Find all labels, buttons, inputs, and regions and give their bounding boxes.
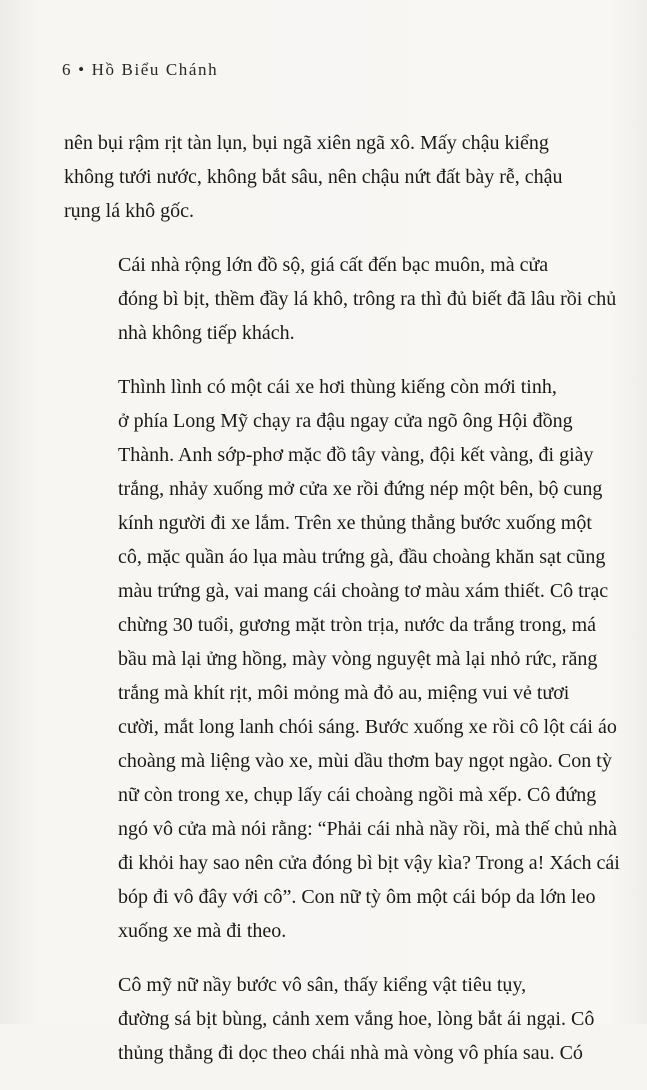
text-line: choàng mà liệng vào xe, mùi dầu thơm bay ngọt ngào. Con tỳ (118, 750, 612, 772)
text-line: đường sá bịt bùng, cảnh xem vắng hoe, lòng bắt ái ngại. Cô (118, 1008, 595, 1030)
running-head (62, 60, 218, 80)
text-line: cô, mặc quần áo lụa màu trứng gà, đầu choàng khăn sạt cũng (118, 546, 606, 568)
body-text (64, 126, 620, 1090)
paragraph (64, 370, 620, 948)
text-line: trắng, nhảy xuống mở cửa xe rồi đứng nép một bên, bộ cung (118, 478, 603, 500)
text-line: nữ còn trong xe, chụp lấy cái choàng ngồi mà xếp. Cô đứng (118, 784, 597, 806)
text-line: cười, mắt long lanh chói sáng. Bước xuống xe rồi cô lột cái áo (118, 716, 617, 738)
text-line: đi khỏi hay sao nên cửa đóng bì bịt vậy kìa? Trong a! Xách cái (118, 852, 620, 874)
separator-bullet: • (78, 60, 86, 79)
page-number: 6 (62, 60, 73, 79)
text-line: màu trứng gà, vai mang cái choàng tơ màu xám thiết. Cô trạc (118, 580, 609, 602)
text-line: nhà không tiếp khách. (118, 322, 295, 344)
text-line: trắng mà khít rịt, môi mỏng mà đỏ au, miệng vui vẻ tươi (118, 682, 570, 704)
text-line: ở phía Long Mỹ chạy ra đậu ngay cửa ngõ ông Hội đồng (118, 410, 573, 432)
text-line: Cô mỹ nữ nầy bước vô sân, thấy kiểng vật tiêu tụy, (118, 974, 527, 996)
text-line: xuống xe mà đi theo. (118, 920, 287, 942)
text-line: rụng lá khô gốc. (64, 200, 194, 222)
text-line: đóng bì bịt, thềm đầy lá khô, trông ra thì đủ biết đã lâu rồi chủ (118, 288, 617, 310)
text-line: Thành. Anh sớp-phơ mặc đồ tây vàng, đội kết vàng, đi giày (118, 444, 594, 466)
text-line: chừng 30 tuổi, gương mặt tròn trịa, nước da trắng trong, má (118, 614, 597, 636)
author-name: Hồ Biểu Chánh (91, 60, 219, 79)
text-line: kính người đi xe lắm. Trên xe thủng thẳng bước xuống một (118, 512, 592, 534)
text-line: Cái nhà rộng lớn đồ sộ, giá cất đến bạc muôn, mà cửa (118, 254, 549, 276)
paragraph (64, 126, 604, 228)
text-line: thủng thẳng đi dọc theo chái nhà mà vòng vô phía sau. Có (118, 1042, 583, 1064)
text-line: không tưới nước, không bắt sâu, nên chậu nứt đất bày rễ, chậu (64, 166, 563, 188)
paragraph (64, 248, 617, 350)
text-line: ngó vô cửa mà nói rằng: “Phải cái nhà nầy rồi, mà thế chủ nhà (118, 818, 618, 840)
text-line: bóp đi vô đây với cô”. Con nữ tỳ ôm một cái bóp da lớn leo (118, 886, 596, 908)
text-line: bầu mà lại ửng hồng, mày vòng nguyệt mà lại nhỏ rức, răng (118, 648, 598, 670)
text-line: nên bụi rậm rịt tàn lụn, bụi ngã xiên ngã xô. Mấy chậu kiểng (64, 132, 549, 154)
text-line: Thình lình có một cái xe hơi thùng kiếng còn mới tinh, (118, 376, 557, 398)
paragraph (64, 968, 604, 1070)
